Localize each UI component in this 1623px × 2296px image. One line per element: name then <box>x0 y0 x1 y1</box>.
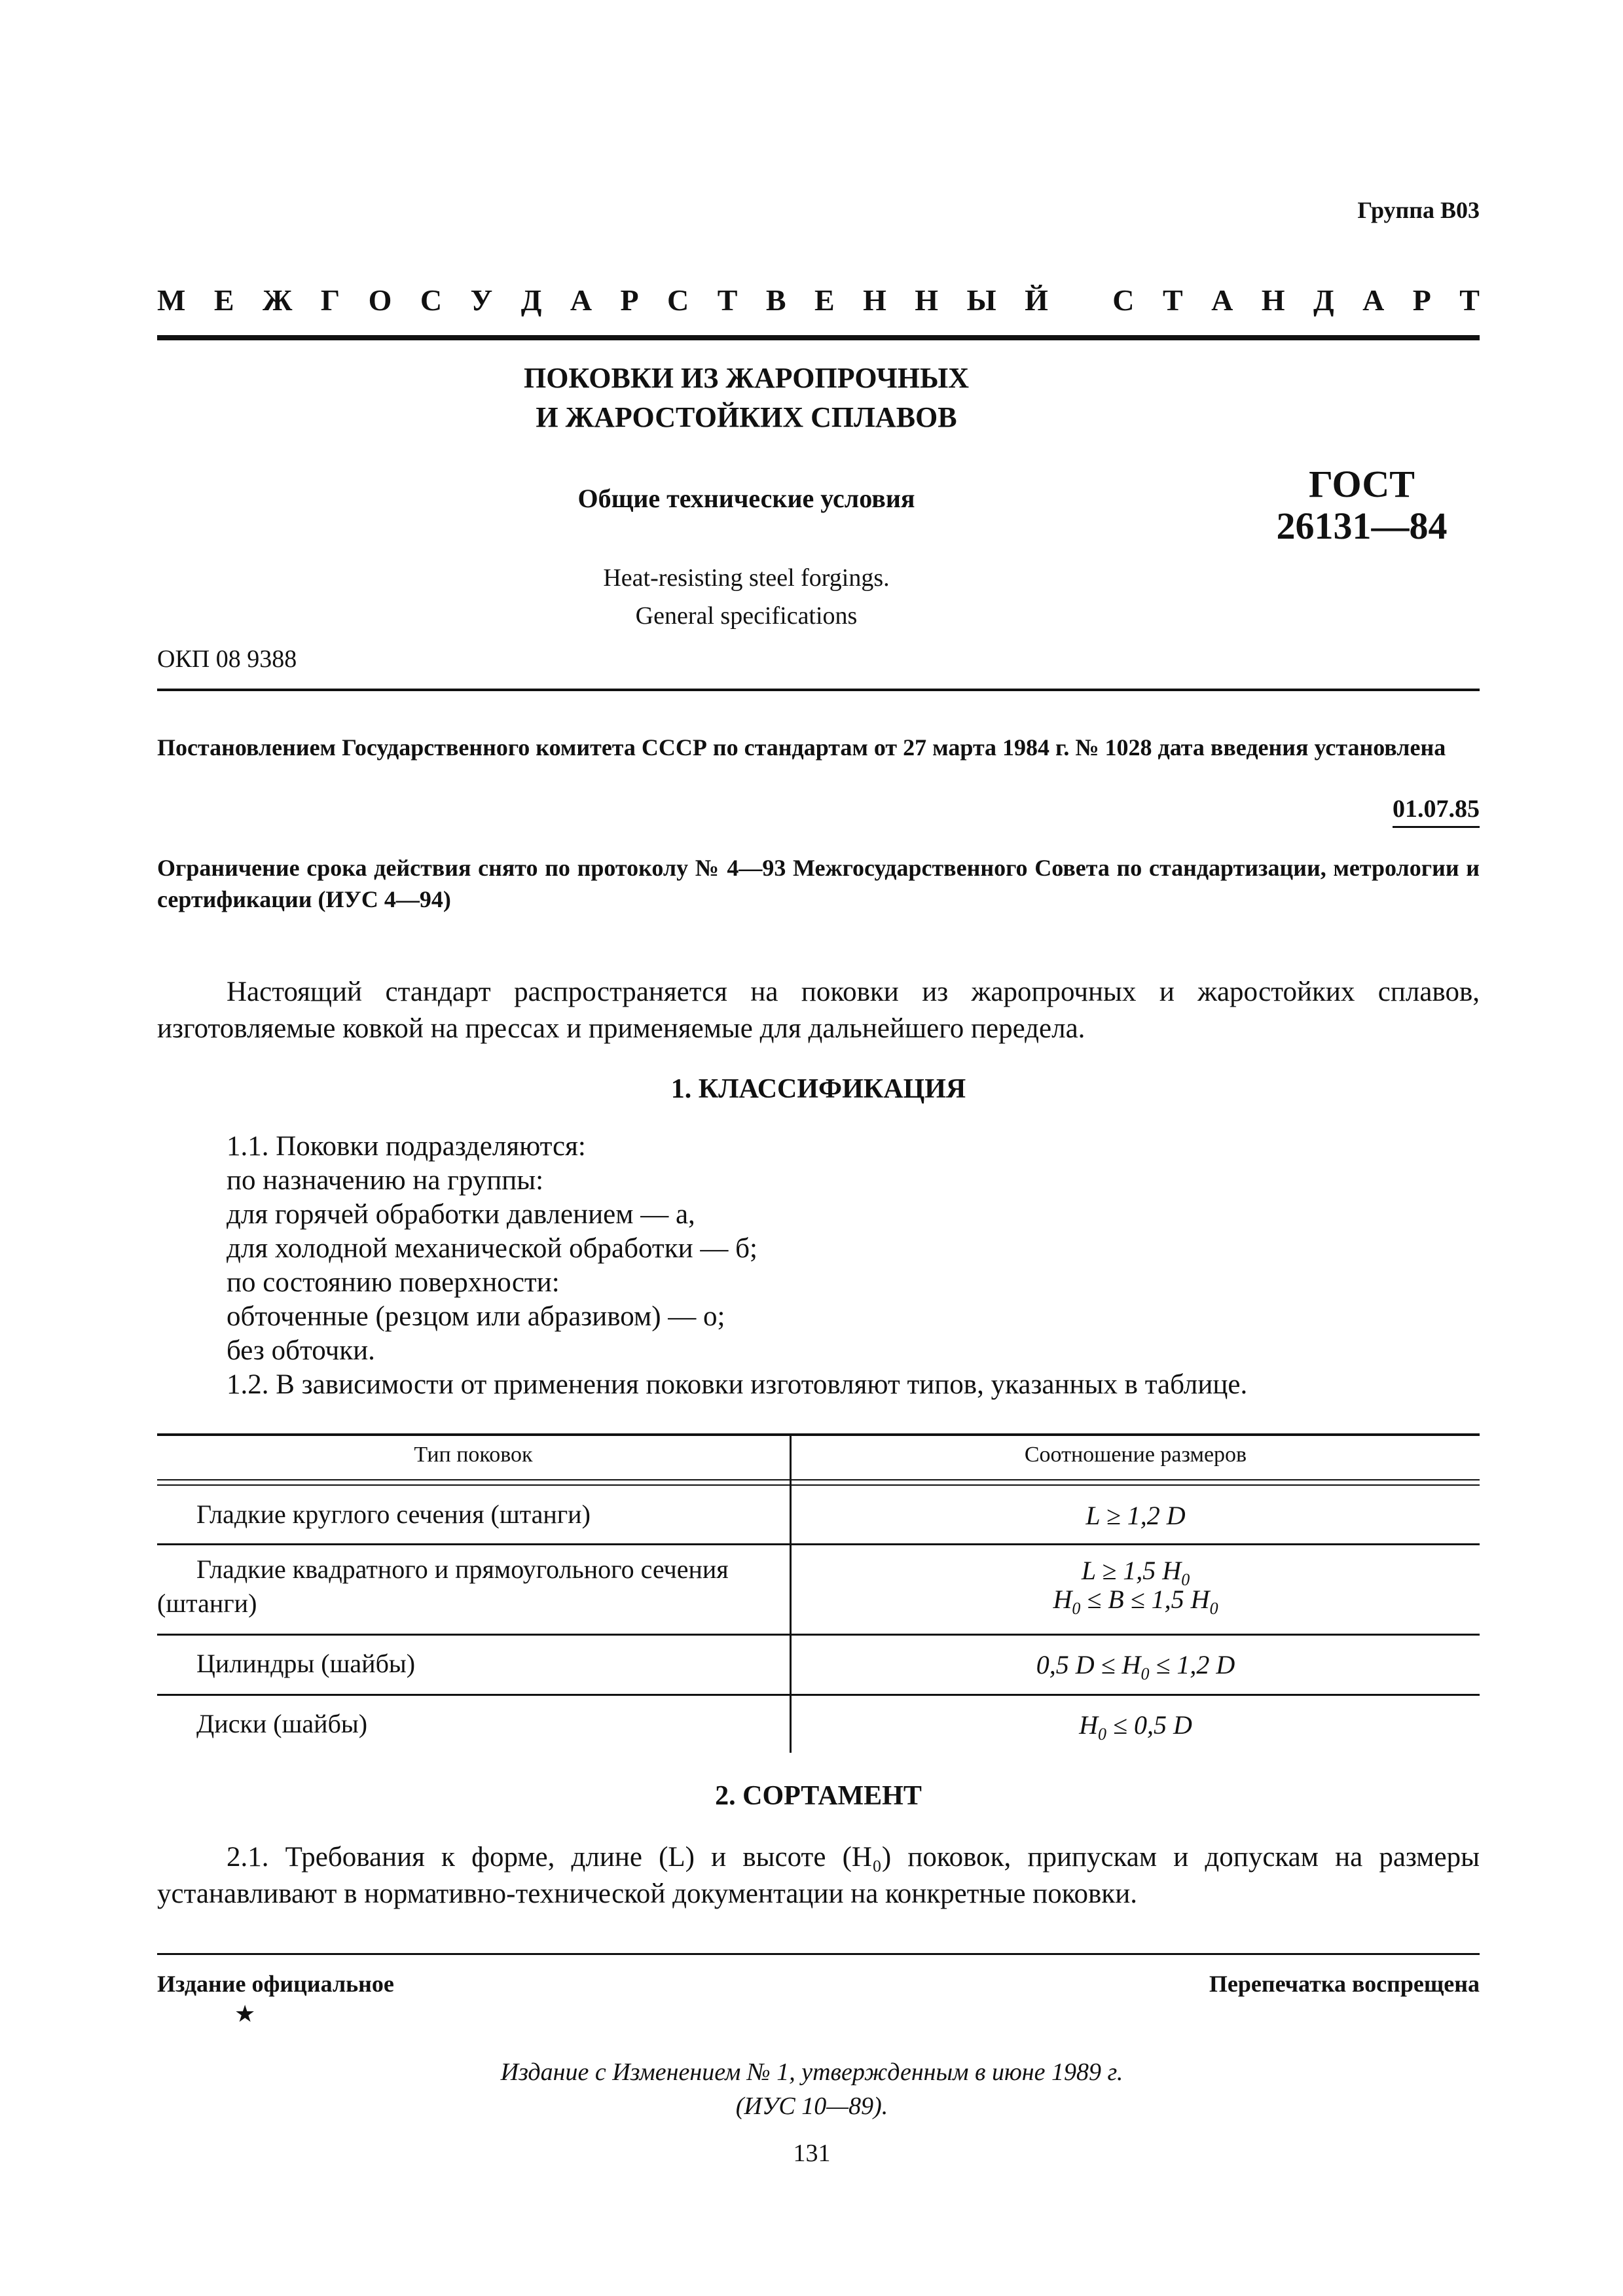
classification-line: по назначению на группы: <box>227 1165 544 1196</box>
table-cell-type: Цилиндры (шайбы) <box>196 1649 416 1678</box>
banner-letter: Т <box>717 283 738 317</box>
banner-letter: Й <box>1025 283 1048 317</box>
table-cell-ratio: $H_0 \le 0,5$ D <box>1079 1710 1192 1744</box>
section-1-heading: 1. КЛАССИФИКАЦИЯ <box>670 1074 966 1104</box>
classification-list <box>227 1130 1470 1402</box>
group-code: Группа В03 <box>1357 197 1480 223</box>
table-header-rule-2 <box>157 1484 1480 1486</box>
title-line-2: И ЖАРОСТОЙКИХ СПЛАВОВ <box>536 401 957 433</box>
table-cell-ratio: $H_0 \le B \le 1,5$ $H_0$ <box>1053 1585 1218 1618</box>
banner-letter: Е <box>814 283 835 317</box>
banner-letter: Ж <box>262 283 293 317</box>
table-cell-type-continued: (штанги) <box>157 1588 257 1618</box>
table-cell-ratio: L ≥ 1,5 $H_0$ <box>1081 1556 1190 1589</box>
amendment-line-1: Издание с Изменением № 1, утвержденным в июне 1989 г. <box>500 2058 1123 2086</box>
banner-letter: М <box>157 283 186 317</box>
banner-letter: А <box>1362 283 1385 317</box>
table-header-rule-1 <box>157 1479 1480 1480</box>
introduction-date: 01.07.85 <box>1393 795 1480 828</box>
footer-rule <box>157 1953 1480 1955</box>
reprint-prohibited: Перепечатка воспрещена <box>1209 1971 1480 1997</box>
standard-banner <box>157 283 1480 317</box>
banner-letter: Г <box>320 283 340 317</box>
banner-letter: С <box>1112 283 1135 317</box>
star-mark: ★ <box>234 2001 256 2027</box>
table-row-rule <box>157 1694 1480 1696</box>
decree-text: Постановлением Государственного комитета СССР по стандартам от 27 марта 1984 г. № 1028 дата введения установлена <box>157 734 1446 761</box>
banner-letter: Н <box>915 283 939 317</box>
intro-paragraph: Настоящий стандарт распространяется на поковки из жаропрочных и жаростойких сплавов, изготовляемые ковкой на прессах и применяемые для дальнейшего передела. <box>157 977 1480 1044</box>
banner-letter: С <box>667 283 689 317</box>
banner-letter: О <box>368 283 392 317</box>
banner-letter: Д <box>1313 283 1334 317</box>
banner-letter: Т <box>1459 283 1480 317</box>
gost-number: 26131—84 <box>1276 505 1448 547</box>
banner-letter: В <box>765 283 786 317</box>
table-cell-type: Диски (шайбы) <box>196 1709 368 1738</box>
header-bottom-rule <box>157 689 1480 691</box>
section-2-paragraph: 2.1. Требования к форме, длине (L) и высоте (H₀) поковок, припускам и допускам на размеры устанавливают в нормативно-технической документации на конкретные поковки. <box>157 1842 1480 1909</box>
banner-letter: С <box>420 283 443 317</box>
classification-line: 1.2. В зависимости от применения поковки изготовляют типов, указанных в таблице. <box>227 1369 1248 1400</box>
banner-letter: Д <box>520 283 542 317</box>
classification-line: 1.1. Поковки подразделяются: <box>227 1131 586 1162</box>
classification-line: по состоянию поверхности: <box>227 1267 560 1298</box>
okp-code: ОКП 08 9388 <box>157 645 297 673</box>
banner-letter: Р <box>1412 283 1431 317</box>
english-title-line-1: Heat-resisting steel forgings. <box>603 564 890 592</box>
table-top-rule <box>157 1433 1480 1436</box>
banner-word-gap <box>1076 283 1084 317</box>
table-row-rule <box>157 1634 1480 1636</box>
classification-line: для горячей обработки давлением — а, <box>227 1199 695 1230</box>
title-line-1: ПОКОВКИ ИЗ ЖАРОПРОЧНЫХ <box>523 362 969 394</box>
amendment-note <box>367 2055 1257 2123</box>
document-subtitle: Общие технические условия <box>577 484 915 513</box>
banner-letter: А <box>1211 283 1233 317</box>
classification-line: для холодной механической обработки — б; <box>227 1233 757 1264</box>
amendment-line-2: (ИУС 10—89). <box>735 2092 888 2120</box>
english-title-line-2: General specifications <box>635 602 858 630</box>
english-title <box>367 559 1126 635</box>
document-title <box>367 359 1126 437</box>
table-cell-type: Гладкие квадратного и прямоугольного сечения <box>196 1554 729 1584</box>
table-cell-ratio: L ≥ 1,2 D <box>1085 1501 1186 1530</box>
banner-letter: А <box>570 283 593 317</box>
banner-letter: Е <box>213 283 234 317</box>
banner-letter: Р <box>620 283 639 317</box>
banner-letter: Н <box>863 283 886 317</box>
classification-line: обточенные (резцом или абразивом) — о; <box>227 1301 725 1332</box>
official-edition: Издание официальное <box>157 1971 394 1997</box>
table-header-ratio: Соотношение размеров <box>1024 1443 1247 1467</box>
section-2-heading: 2. СОРТАМЕНТ <box>715 1781 922 1811</box>
banner-letter: Ы <box>966 283 996 317</box>
table-row-rule <box>157 1543 1480 1545</box>
banner-letter: Н <box>1261 283 1285 317</box>
gost-label: ГОСТ <box>1309 463 1415 505</box>
table-header-type: Тип поковок <box>414 1443 533 1467</box>
classification-line: без обточки. <box>227 1335 375 1366</box>
banner-letter: Т <box>1162 283 1183 317</box>
table-cell-ratio: 0,5 $D \le H_0 \le 1,2$ D <box>1036 1650 1235 1683</box>
banner-letter: У <box>470 283 493 317</box>
table-cell-type: Гладкие круглого сечения (штанги) <box>196 1499 591 1529</box>
top-rule <box>157 335 1480 340</box>
limit-text: Ограничение срока действия снято по протоколу № 4—93 Межгосударственного Совета по стандартизации, метрологии и сертификации (ИУС 4—94) <box>157 855 1480 912</box>
gost-designation <box>1231 463 1493 547</box>
page-number: 131 <box>793 2140 831 2167</box>
